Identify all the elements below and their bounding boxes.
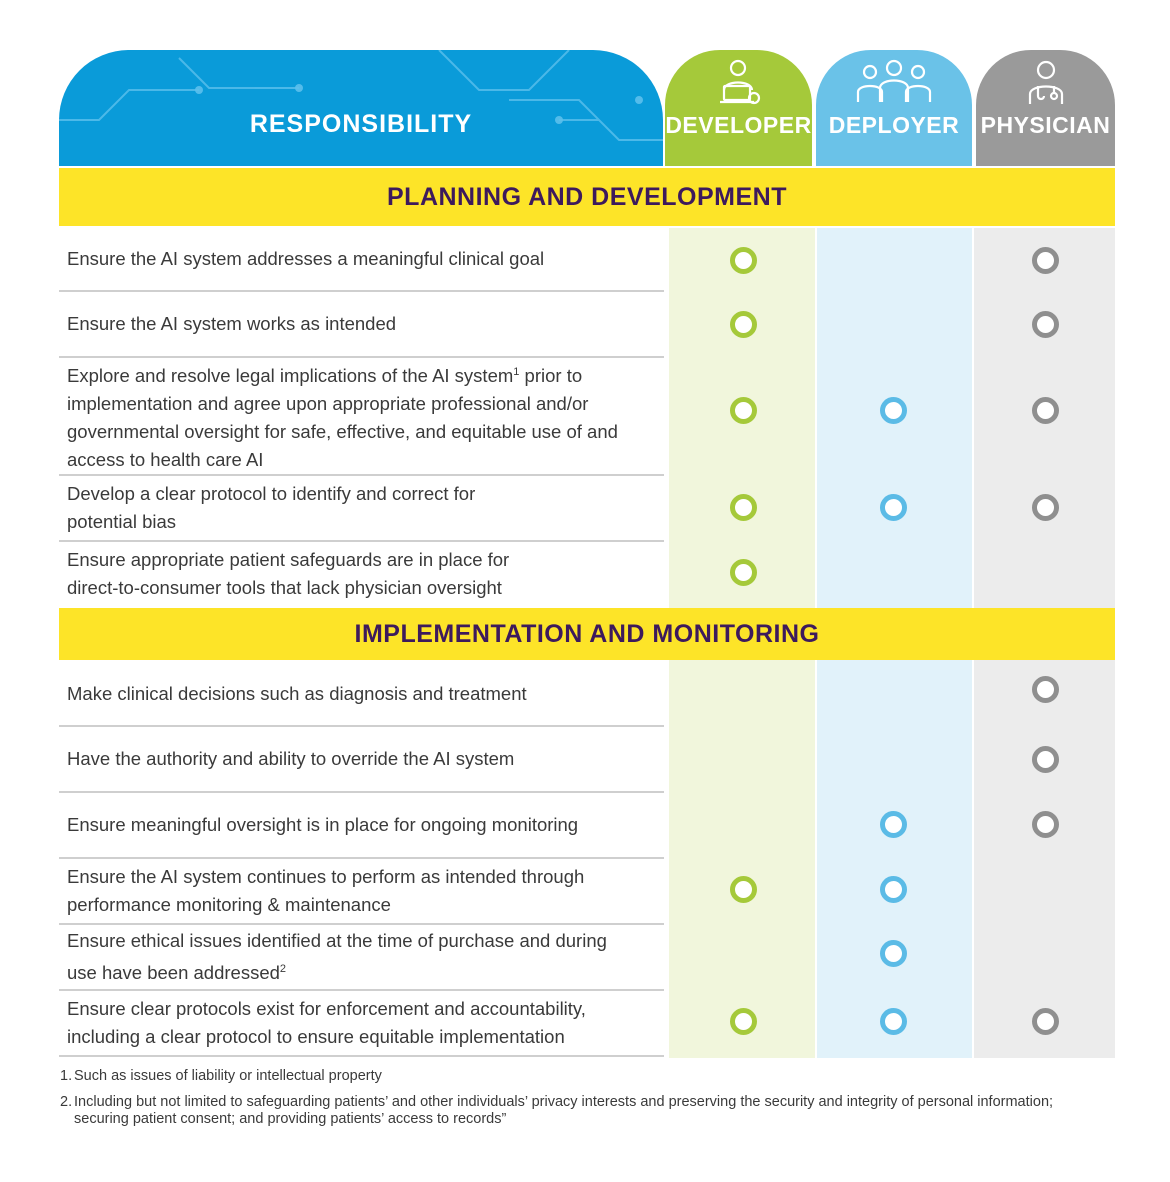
deployer-responsibility-marker bbox=[880, 876, 907, 903]
deployer-responsibility-marker bbox=[880, 811, 907, 838]
physician-responsibility-marker bbox=[1032, 676, 1059, 703]
table-row bbox=[59, 925, 664, 991]
table-row bbox=[59, 228, 664, 292]
physician-column-bg bbox=[974, 660, 1115, 1058]
physician-label: PHYSICIAN bbox=[980, 112, 1111, 138]
table-row bbox=[59, 727, 664, 793]
circuit-decoration-icon bbox=[59, 50, 663, 166]
row-text: Ensure meaningful oversight is in place for ongoing monitoring bbox=[67, 814, 579, 835]
section-title-implementation: IMPLEMENTATION AND MONITORING bbox=[59, 608, 1115, 660]
developer-responsibility-marker bbox=[730, 311, 757, 338]
footnote bbox=[60, 1068, 1100, 1085]
developer-column-bg bbox=[669, 660, 815, 1058]
deployer-label: DEPLOYER bbox=[828, 112, 960, 138]
row-text: Make clinical decisions such as diagnosis and treatment bbox=[67, 682, 527, 704]
physician-column-header bbox=[976, 50, 1115, 166]
physician-responsibility-marker bbox=[1032, 1008, 1059, 1035]
deployer-responsibility-marker bbox=[880, 397, 907, 424]
developer-responsibility-marker bbox=[730, 1008, 757, 1035]
table-row bbox=[59, 859, 664, 925]
table-row bbox=[59, 292, 664, 358]
developer-responsibility-marker bbox=[730, 247, 757, 274]
table-row bbox=[59, 476, 664, 542]
deployer-responsibility-marker bbox=[880, 940, 907, 967]
physician-responsibility-marker bbox=[1032, 811, 1059, 838]
developer-column-header bbox=[665, 50, 812, 166]
developer-responsibility-marker bbox=[730, 876, 757, 903]
physician-responsibility-marker bbox=[1032, 397, 1059, 424]
physician-stethoscope-icon bbox=[1024, 58, 1068, 108]
row-text: Develop a clear protocol to identify and correct for potential bias bbox=[67, 483, 476, 532]
developer-responsibility-marker bbox=[730, 494, 757, 521]
table-row bbox=[59, 991, 664, 1057]
developer-responsibility-marker bbox=[730, 397, 757, 424]
physician-responsibility-marker bbox=[1032, 311, 1059, 338]
footnotes bbox=[60, 1068, 1100, 1137]
table-row bbox=[59, 358, 664, 476]
responsibility-header bbox=[59, 50, 663, 166]
physician-responsibility-marker bbox=[1032, 494, 1059, 521]
table-row bbox=[59, 793, 664, 859]
deployer-column-bg bbox=[817, 660, 972, 1058]
row-text: Explore and resolve legal implications of the AI system$^1$ prior to implementation and agree upon appropriate professional and/or governmental oversight for safe, effective, and equitable use of and access to health care AI bbox=[67, 365, 618, 471]
deployer-responsibility-marker bbox=[880, 1008, 907, 1035]
row-text: Ensure clear protocols exist for enforcement and accountability, including a clear protocol to ensure equitable implementation bbox=[67, 998, 586, 1047]
row-text: Ensure the AI system works as intended bbox=[67, 313, 397, 334]
table-row bbox=[59, 542, 664, 606]
deployer-responsibility-marker bbox=[880, 494, 907, 521]
physician-responsibility-marker bbox=[1032, 247, 1059, 274]
row-text: Ensure the AI system addresses a meaningful clinical goal bbox=[67, 248, 545, 269]
row-text: Ensure appropriate patient safeguards are in place for direct-to-consumer tools that lack physician oversight bbox=[67, 549, 510, 598]
row-text: Have the authority and ability to override the AI system bbox=[67, 748, 515, 769]
table-header bbox=[59, 50, 1115, 166]
responsibility-title: RESPONSIBILITY bbox=[249, 110, 473, 138]
footnote-text: Including but not limited to safeguarding patients’ and other individuals’ privacy interests and preserving the security and integrity of personal information; securing patient consent; and providing patients’ access to records” bbox=[74, 1094, 1054, 1127]
team-group-icon bbox=[854, 58, 934, 108]
row-text: Ensure the AI system continues to perform as intended through performance monitoring & maintenance bbox=[67, 866, 585, 915]
footnote bbox=[60, 1094, 1100, 1128]
section-title-planning: PLANNING AND DEVELOPMENT bbox=[59, 168, 1115, 226]
row-text: Ensure ethical issues identified at the time of purchase and during use have been addressed$^2$ bbox=[67, 929, 607, 984]
table-row bbox=[59, 662, 664, 727]
developer-laptop-icon bbox=[716, 58, 762, 108]
developer-responsibility-marker bbox=[730, 559, 757, 586]
footnote-number: 1. bbox=[60, 1068, 73, 1084]
footnote-number: 2. bbox=[60, 1094, 73, 1110]
footnote-text: Such as issues of liability or intellectual property bbox=[74, 1068, 382, 1084]
physician-responsibility-marker bbox=[1032, 746, 1059, 773]
deployer-column-header bbox=[816, 50, 972, 166]
developer-label: DEVELOPER bbox=[665, 112, 812, 138]
